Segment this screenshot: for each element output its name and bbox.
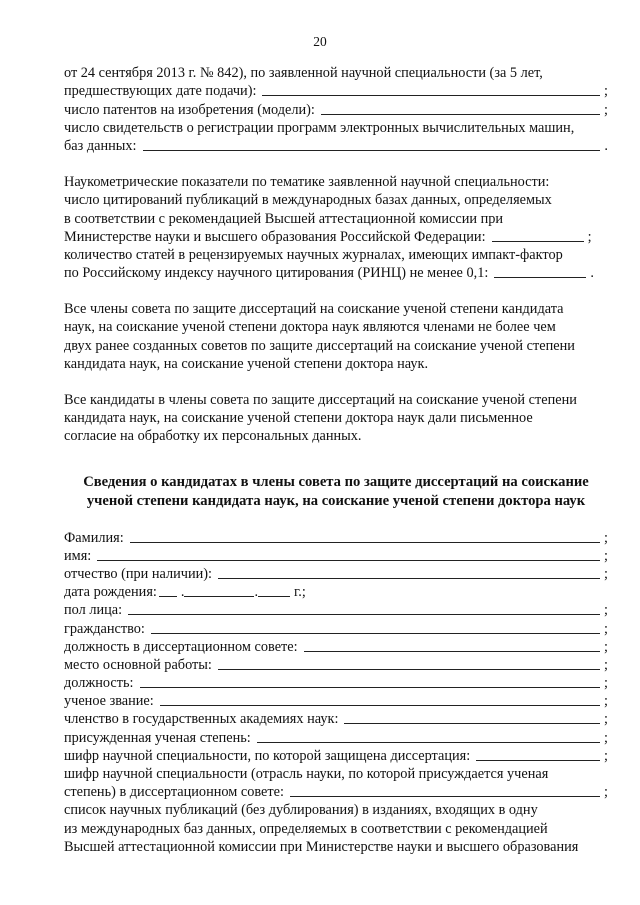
text-line: Высшей аттестационной комиссии при Министерстве науки и высшего образования [64,838,579,855]
text-line: от 24 сентября 2013 г. № 842), по заявленной научной специальности (за 5 лет, [64,65,543,82]
awarded-degree-field: присужденная ученая степень: ; [64,729,608,746]
workplace-input[interactable] [218,669,600,670]
position-input[interactable] [140,687,601,688]
text-line: Наукометрические показатели по тематике заявленной научной специальности: [64,174,550,191]
birth-year-input[interactable] [258,596,290,597]
name-input[interactable] [97,560,600,561]
blank-field[interactable] [321,114,600,115]
council-specialty-input[interactable] [290,796,600,797]
field-line: предшествующих дате подачи): ; [64,83,608,100]
text-line: шифр научной специальности (отрасль науки, по которой присуждается ученая [64,766,549,782]
field-line: число патентов на изобретения (модели): ; [64,101,608,118]
patronymic-field: отчество (при наличии): ; [64,565,608,582]
field-line: баз данных: . [64,137,608,154]
academic-title-field: ученое звание: ; [64,693,608,710]
blank-field[interactable] [492,241,584,242]
council-specialty-field: степень) в диссертационном совете: ; [64,784,608,801]
blank-field[interactable] [494,277,586,278]
sex-field: пол лица: ; [64,602,608,619]
text-line: в соответствии с рекомендацией Высшей аттестационной комиссии при [64,210,504,227]
text-line: список научных публикаций (без дублирования) в изданиях, входящих в одну [64,802,538,819]
sex-input[interactable] [128,614,600,615]
text-line: Все кандидаты в члены совета по защите диссертаций на соискание ученой степени [64,392,577,408]
blank-field[interactable] [262,95,600,96]
text-line: двух ранее созданных советов по защите диссертаций на соискание ученой степени [64,337,575,354]
text-line: количество статей в рецензируемых научных журналах, имеющих импакт-фактор [64,246,563,263]
academic-title-input[interactable] [160,705,600,706]
text-line: наук, на соискание ученой степени доктора наук являются членами не более чем [64,319,556,336]
surname-input[interactable] [130,542,600,543]
patronymic-input[interactable] [218,578,600,579]
defended-specialty-field: шифр научной специальности, по которой защищена диссертация: ; [64,747,608,764]
text-line: число цитирований публикаций в международных базах данных, определяемых [64,192,552,209]
document-body [64,64,608,856]
field-line: Министерстве науки и высшего образования Российской Федерации: ; [64,228,592,245]
birth-month-input[interactable] [184,596,254,597]
text-line: число свидетельств о регистрации программ электронных вычислительных машин, [64,119,575,136]
birth-date-field: дата рождения: . . г.; [64,584,306,601]
citizenship-field: гражданство: ; [64,620,608,637]
text-line: из международных баз данных, определяемых в соответствии с рекомендацией [64,820,548,837]
text-line: согласие на обработку их персональных данных. [64,428,362,445]
awarded-degree-input[interactable] [257,742,600,743]
council-position-field: должность в диссертационном совете: ; [64,638,608,655]
workplace-field: место основной работы: ; [64,656,608,673]
page-number: 20 [313,34,327,49]
academy-membership-field: членство в государственных академиях наук: ; [64,711,608,728]
council-position-input[interactable] [304,651,600,652]
section-heading: Сведения о кандидатах в члены совета по защите диссертаций на соискание ученой степени кандидата наук, на соискание ученой степени доктора наук [83,474,589,509]
text-line: кандидата наук, на соискание ученой степени доктора наук дали письменное [64,410,533,427]
surname-field: Фамилия: ; [64,529,608,546]
citizenship-input[interactable] [151,633,600,634]
blank-field[interactable] [143,150,601,151]
text-line: Все члены совета по защите диссертаций на соискание ученой степени кандидата [64,301,564,318]
defended-specialty-input[interactable] [476,760,600,761]
field-line: по Российскому индексу научного цитирования (РИНЦ) не менее 0,1: . [64,265,594,282]
birth-day-input[interactable] [159,596,177,597]
academy-membership-input[interactable] [344,723,600,724]
text-line: кандидата наук, на соискание ученой степени доктора наук. [64,355,429,372]
position-field: должность: ; [64,675,608,692]
name-field: имя: ; [64,547,608,564]
